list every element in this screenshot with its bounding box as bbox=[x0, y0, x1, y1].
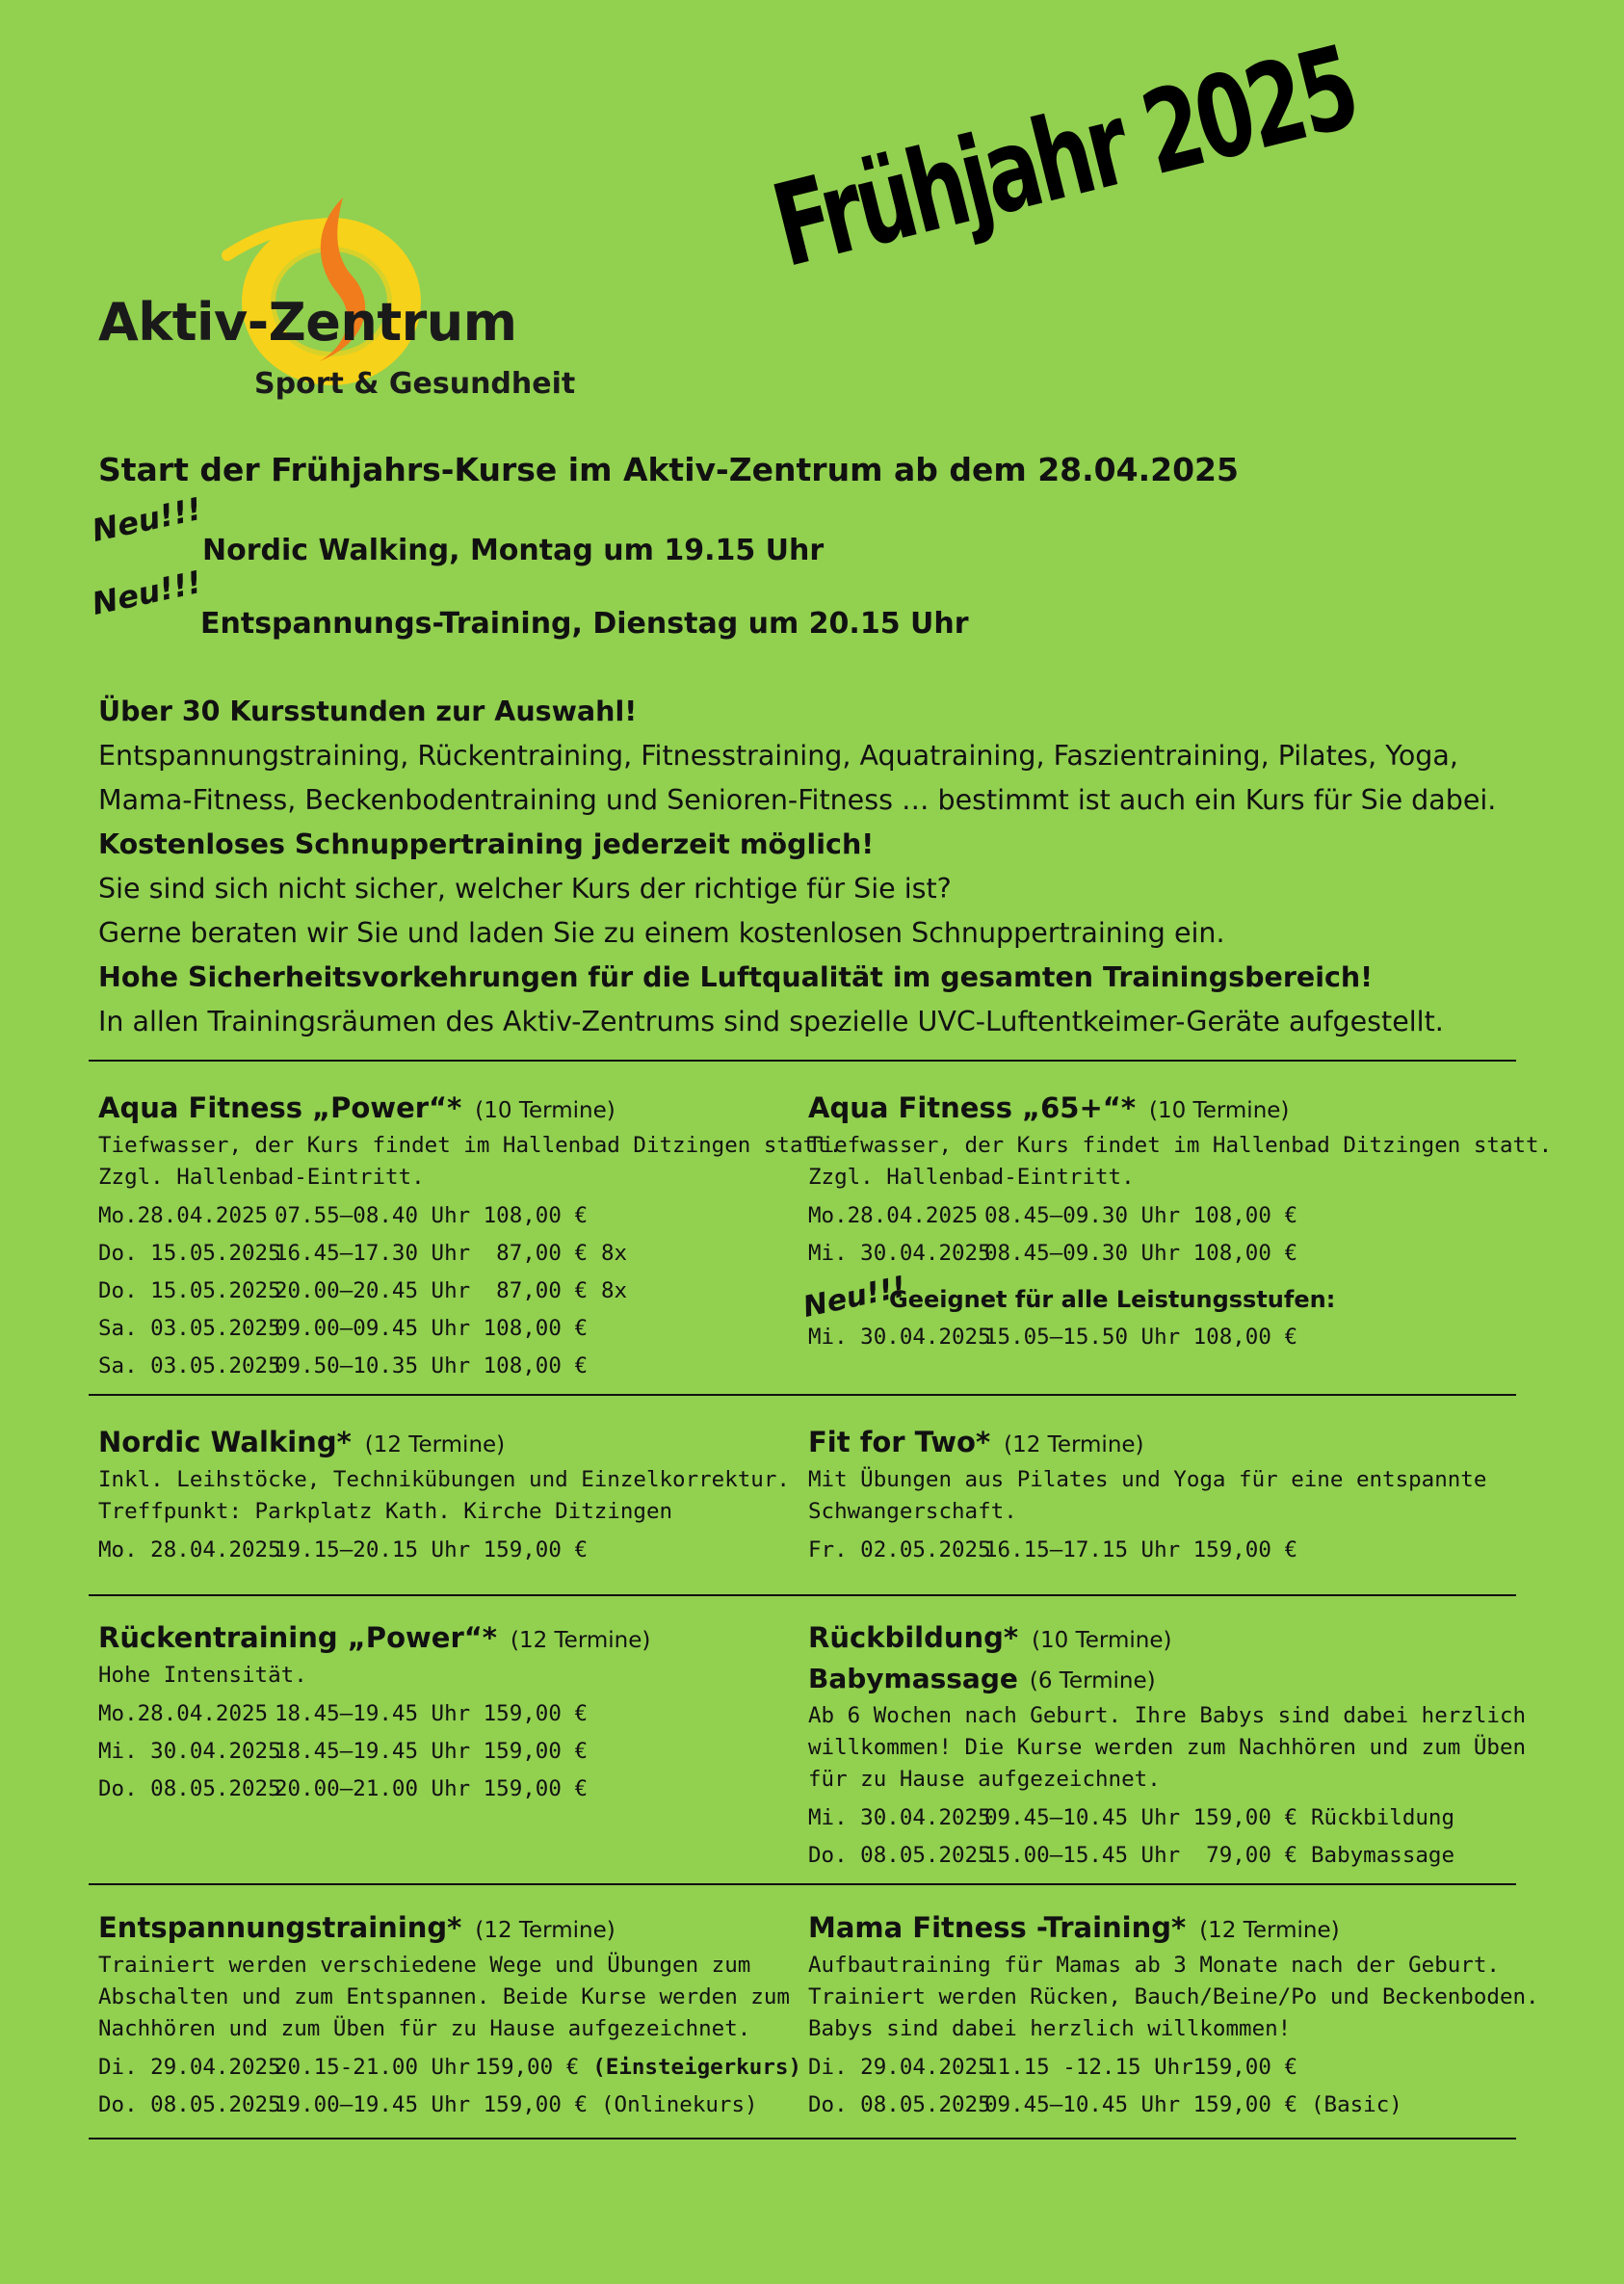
course-title bbox=[808, 1423, 1511, 1464]
session-time: 18.45–19.45 Uhr bbox=[275, 1701, 471, 1726]
session-row bbox=[98, 1733, 801, 1771]
description-line: Babys sind dabei herzlich willkommen! bbox=[808, 2016, 1292, 2041]
neu-badge: Neu!!! bbox=[799, 1270, 909, 1325]
session-row bbox=[808, 1799, 1511, 1837]
session-note: (Einsteigerkurs) bbox=[592, 2055, 801, 2080]
session-time: 08.45–09.30 Uhr bbox=[984, 1241, 1181, 1266]
session-row bbox=[808, 1532, 1511, 1569]
intro-text bbox=[98, 690, 1496, 1044]
description-line: Inkl. Leihstöcke, Technikübungen und Einzelkorrektur. bbox=[98, 1467, 790, 1492]
course-entspannungstraining bbox=[98, 1908, 801, 2124]
description-line: Zzgl. Hallenbad-Eintritt. bbox=[98, 1165, 425, 1190]
session-price: 159,00 € bbox=[1192, 1537, 1297, 1562]
course-description bbox=[98, 1950, 801, 2045]
description-line: Hohe Intensität. bbox=[98, 1663, 307, 1688]
session-time: 09.45–10.45 Uhr bbox=[984, 2092, 1181, 2117]
session-time: 08.45–09.30 Uhr bbox=[984, 1203, 1181, 1228]
session-note: 8x bbox=[601, 1241, 628, 1266]
session-price: 159,00 € bbox=[1192, 2055, 1297, 2080]
session-price: 159,00 € bbox=[483, 1701, 588, 1726]
session-price: 87,00 € bbox=[496, 1241, 588, 1266]
session-time: 09.00–09.45 Uhr bbox=[275, 1316, 471, 1341]
session-row bbox=[98, 1235, 801, 1273]
session-note: 8x bbox=[601, 1278, 628, 1303]
course-count: (12 Termine) bbox=[475, 1918, 616, 1943]
session-row bbox=[808, 1319, 1511, 1356]
neu-badge: Neu!!! bbox=[89, 489, 205, 549]
session-date: Do. 08.05.2025 bbox=[98, 2092, 281, 2117]
course-name: Fit for Two* bbox=[808, 1426, 991, 1458]
intro-line: Mama-Fitness, Beckenbodentraining und Senioren-Fitness … bestimmt ist auch ein Kurs für Sie dabei. bbox=[98, 784, 1497, 816]
logo-tagline: Sport & Gesundheit bbox=[254, 367, 576, 401]
intro-line: Kostenloses Schnuppertraining jederzeit möglich! bbox=[98, 828, 875, 860]
course-description bbox=[98, 1660, 801, 1692]
session-time: 18.45–19.45 Uhr bbox=[275, 1739, 471, 1764]
session-date: Mo. 28.04.2025 bbox=[98, 1537, 281, 1562]
course-title bbox=[98, 1423, 801, 1464]
session-time: 19.15–20.15 Uhr bbox=[275, 1537, 471, 1562]
description-line: Tiefwasser, der Kurs findet im Hallenbad Ditzingen statt. bbox=[808, 1133, 1553, 1158]
session-row bbox=[808, 2049, 1511, 2087]
session-date: Di. 29.04.2025 bbox=[808, 2055, 991, 2080]
session-row bbox=[98, 2087, 801, 2124]
intro-line: Über 30 Kursstunden zur Auswahl! bbox=[98, 696, 638, 727]
session-row bbox=[808, 1235, 1511, 1273]
session-price: 159,00 € bbox=[1192, 1805, 1297, 1830]
course-description bbox=[98, 1464, 801, 1528]
session-list bbox=[808, 2049, 1511, 2124]
course-count: (10 Termine) bbox=[1032, 1628, 1172, 1653]
session-time: 16.45–17.30 Uhr bbox=[275, 1241, 471, 1266]
course-count: (12 Termine) bbox=[1199, 1918, 1340, 1943]
course-aqua-fitness-power bbox=[98, 1089, 843, 1385]
session-time: 15.00–15.45 Uhr bbox=[984, 1843, 1181, 1868]
description-line: Ab 6 Wochen nach Geburt. Ihre Babys sind dabei herzlich bbox=[808, 1703, 1527, 1728]
course-name: Entspannungstraining* bbox=[98, 1911, 462, 1944]
session-list bbox=[98, 1532, 801, 1569]
course-count: (10 Termine) bbox=[475, 1098, 616, 1123]
session-time: 11.15 -12.15 Uhr bbox=[984, 2055, 1193, 2080]
session-time: 16.15–17.15 Uhr bbox=[984, 1537, 1181, 1562]
course-nordic-walking bbox=[98, 1423, 801, 1569]
course-description bbox=[808, 1130, 1553, 1194]
session-date: Mi. 30.04.2025 bbox=[808, 1805, 991, 1830]
session-time: 19.00–19.45 Uhr bbox=[275, 2092, 471, 2117]
session-date: Do. 15.05.2025 bbox=[98, 1278, 281, 1303]
session-date: Di. 29.04.2025 bbox=[98, 2055, 281, 2080]
session-price: 159,00 € bbox=[474, 2055, 580, 2080]
course-description bbox=[808, 1700, 1527, 1796]
description-line: willkommen! Die Kurse werden zum Nachhören und zum Üben bbox=[808, 1735, 1527, 1760]
description-line: Treffpunkt: Parkplatz Kath. Kirche Ditzingen bbox=[98, 1499, 673, 1524]
intro-line: Gerne beraten wir Sie und laden Sie zu einem kostenlosen Schnuppertraining ein. bbox=[98, 917, 1225, 949]
description-line: Trainiert werden Rücken, Bauch/Beine/Po und Beckenboden. bbox=[808, 1984, 1539, 2009]
course-name: Aqua Fitness „65+“* bbox=[808, 1091, 1136, 1124]
course-rueckentraining-power bbox=[98, 1618, 801, 1808]
session-row bbox=[808, 1197, 1511, 1235]
session-price: 159,00 € bbox=[1192, 2092, 1297, 2117]
session-list bbox=[808, 1532, 1511, 1569]
course-aqua-fitness-65 bbox=[808, 1089, 1553, 1356]
session-date: Do. 08.05.2025 bbox=[98, 1776, 281, 1801]
course-description bbox=[808, 1464, 1511, 1528]
logo bbox=[92, 188, 576, 409]
course-title bbox=[808, 1908, 1511, 1950]
session-note: (Onlinekurs) bbox=[601, 2092, 758, 2117]
session-list bbox=[98, 1695, 801, 1808]
section-divider bbox=[89, 2138, 1516, 2140]
session-list bbox=[808, 1197, 1511, 1273]
session-time: 09.45–10.45 Uhr bbox=[984, 1805, 1181, 1830]
course-name: Nordic Walking* bbox=[98, 1426, 352, 1458]
session-row bbox=[98, 1771, 801, 1808]
session-date: Mo.28.04.2025 bbox=[98, 1701, 269, 1726]
intro-line: Entspannungstraining, Rückentraining, Fitnesstraining, Aquatraining, Faszientraining, Pilates, Yoga, bbox=[98, 740, 1458, 772]
session-price: 108,00 € bbox=[1192, 1203, 1297, 1228]
course-fit-for-two bbox=[808, 1423, 1511, 1569]
session-price: 87,00 € bbox=[496, 1278, 588, 1303]
description-line: Tiefwasser, der Kurs findet im Hallenbad Ditzingen statt. bbox=[98, 1133, 843, 1158]
session-row bbox=[808, 2087, 1511, 2124]
session-price: 159,00 € bbox=[483, 1537, 588, 1562]
section-divider bbox=[89, 1394, 1516, 1396]
section-divider bbox=[89, 1594, 1516, 1596]
session-list bbox=[808, 1799, 1511, 1875]
session-time: 07.55–08.40 Uhr bbox=[275, 1203, 471, 1228]
session-price: 108,00 € bbox=[1192, 1241, 1297, 1266]
neu-badge: Neu!!! bbox=[89, 563, 205, 622]
session-time: 09.50–10.35 Uhr bbox=[275, 1353, 471, 1378]
course-title bbox=[98, 1089, 801, 1130]
session-row bbox=[98, 1310, 801, 1348]
course-subname: Babymassage bbox=[808, 1663, 1018, 1694]
session-time: 15.05–15.50 Uhr bbox=[984, 1325, 1181, 1350]
session-price: 159,00 € bbox=[483, 2092, 588, 2117]
intro-line: Hohe Sicherheitsvorkehrungen für die Luftqualität im gesamten Trainingsbereich! bbox=[98, 961, 1374, 993]
session-row bbox=[98, 1532, 801, 1569]
course-title bbox=[808, 1089, 1511, 1130]
session-list bbox=[98, 1197, 801, 1385]
section-divider bbox=[89, 1060, 1516, 1062]
course-name: Rückbildung* bbox=[808, 1621, 1019, 1654]
logo-name: Aktiv-Zentrum bbox=[98, 292, 517, 353]
course-name: Rückentraining „Power“* bbox=[98, 1621, 497, 1654]
session-price: 159,00 € bbox=[483, 1739, 588, 1764]
course-count: (10 Termine) bbox=[1149, 1098, 1290, 1123]
session-date: Mi. 30.04.2025 bbox=[98, 1739, 281, 1764]
session-time: 20.15-21.00 Uhr bbox=[275, 2055, 471, 2080]
course-name: Aqua Fitness „Power“* bbox=[98, 1091, 462, 1124]
new-course-entspannung: Entspannungs-Training, Dienstag um 20.15 Uhr bbox=[200, 607, 969, 641]
course-mama-fitness bbox=[808, 1908, 1539, 2124]
session-note: (Basic) bbox=[1311, 2092, 1402, 2117]
session-price: 159,00 € bbox=[483, 1776, 588, 1801]
session-row bbox=[98, 1197, 801, 1235]
session-date: Do. 08.05.2025 bbox=[808, 1843, 991, 1868]
session-date: Mo.28.04.2025 bbox=[98, 1203, 269, 1228]
special-label: Geeignet für alle Leistungsstufen: bbox=[889, 1286, 1336, 1313]
season-title: Frühjahr 2025 bbox=[761, 20, 1368, 293]
description-line: Mit Übungen aus Pilates und Yoga für eine entspannte bbox=[808, 1467, 1487, 1492]
description-line: für zu Hause aufgezeichnet. bbox=[808, 1767, 1161, 1792]
description-line: Zzgl. Hallenbad-Eintritt. bbox=[808, 1165, 1135, 1190]
session-price: 108,00 € bbox=[483, 1353, 588, 1378]
session-time: 20.00–20.45 Uhr bbox=[275, 1278, 471, 1303]
description-line: Trainiert werden verschiedene Wege und Übungen zum bbox=[98, 1953, 751, 1978]
course-description bbox=[808, 1950, 1539, 2045]
session-date: Do. 15.05.2025 bbox=[98, 1241, 281, 1266]
session-price: 108,00 € bbox=[483, 1203, 588, 1228]
session-date: Fr. 02.05.2025 bbox=[808, 1537, 991, 1562]
course-title bbox=[98, 1618, 801, 1660]
course-subcount: (6 Termine) bbox=[1029, 1668, 1156, 1693]
course-title bbox=[808, 1618, 1511, 1660]
session-row bbox=[98, 1348, 801, 1385]
session-row bbox=[808, 1837, 1511, 1875]
description-line: Schwangerschaft. bbox=[808, 1499, 1017, 1524]
session-date: Mi. 30.04.2025 bbox=[808, 1241, 991, 1266]
course-count: (12 Termine) bbox=[510, 1628, 651, 1653]
intro-line: In allen Trainingsräumen des Aktiv-Zentrums sind spezielle UVC-Luftentkeimer-Geräte aufgestellt. bbox=[98, 1006, 1444, 1037]
special-session-list bbox=[808, 1319, 1511, 1356]
intro-line: Sie sind sich nicht sicher, welcher Kurs der richtige für Sie ist? bbox=[98, 873, 952, 905]
session-price: 108,00 € bbox=[1192, 1325, 1297, 1350]
session-date: Sa. 03.05.2025 bbox=[98, 1316, 281, 1341]
course-count: (12 Termine) bbox=[1004, 1432, 1144, 1457]
session-note: Rückbildung bbox=[1311, 1805, 1455, 1830]
session-note: Babymassage bbox=[1311, 1843, 1455, 1868]
session-time: 20.00–21.00 Uhr bbox=[275, 1776, 471, 1801]
session-date: Sa. 03.05.2025 bbox=[98, 1353, 281, 1378]
course-count: (12 Termine) bbox=[364, 1432, 506, 1457]
session-date: Mo.28.04.2025 bbox=[808, 1203, 979, 1228]
course-description bbox=[98, 1130, 843, 1194]
session-date: Mi. 30.04.2025 bbox=[808, 1325, 991, 1350]
new-course-nordic-walking: Nordic Walking, Montag um 19.15 Uhr bbox=[202, 534, 825, 567]
course-rueckbildung-babymassage bbox=[808, 1618, 1527, 1875]
course-title bbox=[98, 1908, 801, 1950]
session-row bbox=[98, 2049, 801, 2087]
section-divider bbox=[89, 1883, 1516, 1885]
description-line: Aufbautraining für Mamas ab 3 Monate nach der Geburt. bbox=[808, 1953, 1500, 1978]
intro-headline: Start der Frühjahrs-Kurse im Aktiv-Zentrum ab dem 28.04.2025 bbox=[98, 451, 1239, 488]
session-row bbox=[98, 1695, 801, 1733]
session-price: 108,00 € bbox=[483, 1316, 588, 1341]
session-row bbox=[98, 1273, 801, 1310]
description-line: Abschalten und zum Entspannen. Beide Kurse werden zum bbox=[98, 1984, 790, 2009]
course-subtitle bbox=[808, 1660, 1511, 1700]
session-price: 79,00 € bbox=[1206, 1843, 1297, 1868]
course-name: Mama Fitness -Training* bbox=[808, 1911, 1187, 1944]
session-list bbox=[98, 2049, 801, 2124]
description-line: Nachhören und zum Üben für zu Hause aufgezeichnet. bbox=[98, 2016, 751, 2041]
session-date: Do. 08.05.2025 bbox=[808, 2092, 991, 2117]
